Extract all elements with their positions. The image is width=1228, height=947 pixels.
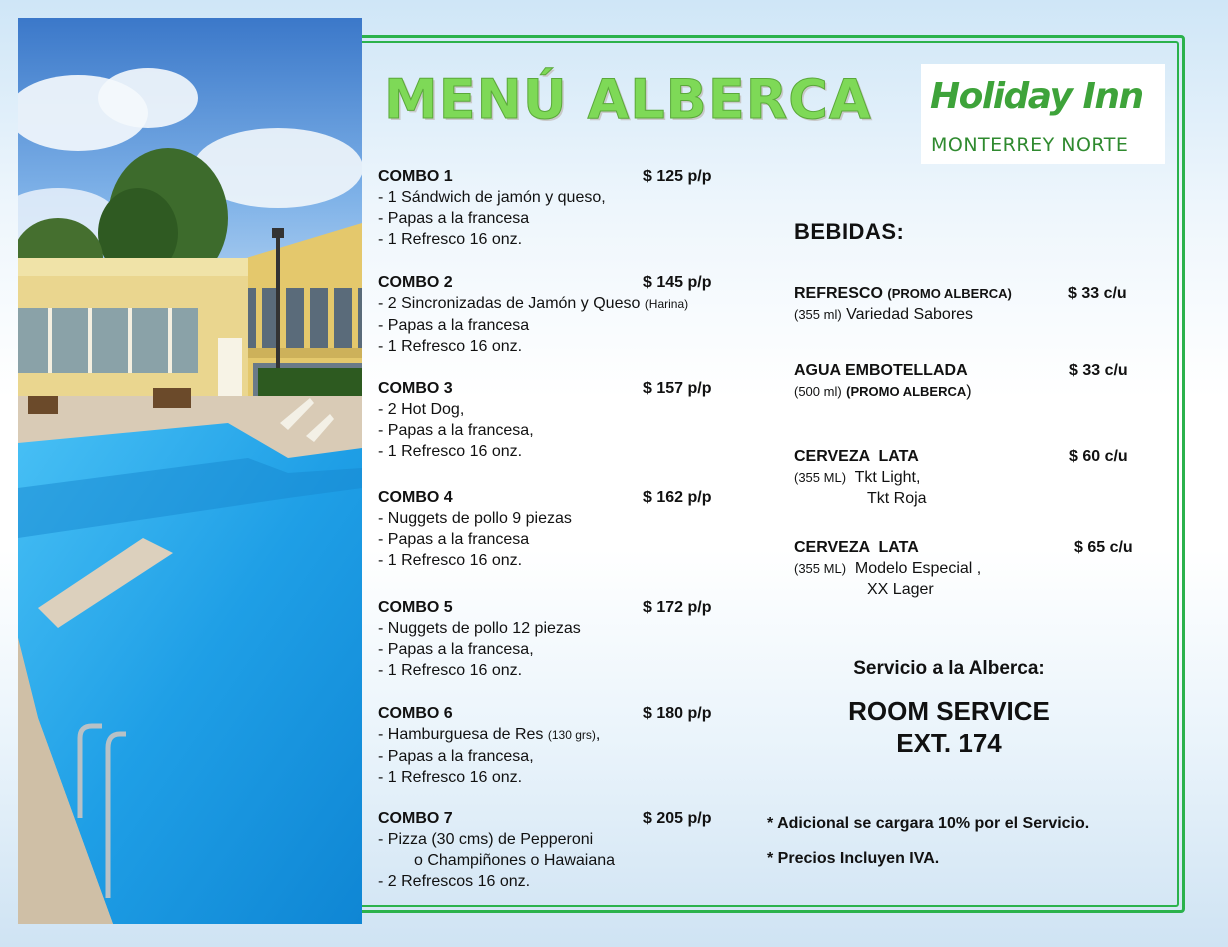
combo-line: - Papas a la francesa xyxy=(378,210,530,227)
combo-name: COMBO 6 xyxy=(378,705,453,722)
combo-line: - Pizza (30 cms) de Pepperoni xyxy=(378,831,594,848)
room-service-extension: EXT. 174 xyxy=(896,728,1002,758)
drink-item-agua xyxy=(794,360,1154,402)
combo-item xyxy=(378,487,712,571)
logo-name: Holiday Inn xyxy=(930,76,1143,117)
drink-name: AGUA EMBOTELLADA xyxy=(794,362,968,379)
combo-item xyxy=(378,378,712,462)
drink-desc xyxy=(794,304,1154,325)
drink-price: $ 65 c/u xyxy=(1074,539,1133,556)
combo-line: - Papas a la francesa xyxy=(378,531,530,548)
combo-line: - 1 Refresco 16 onz. xyxy=(378,769,523,786)
drink-name: CERVEZA LATA xyxy=(794,539,919,556)
note-iva: * Precios Incluyen IVA. xyxy=(767,850,940,867)
drink-brand: Modelo Especial , xyxy=(854,560,982,577)
drink-qty: (355 ML) xyxy=(794,561,847,576)
combo-item xyxy=(378,272,712,357)
combo-line: - Nuggets de pollo 12 piezas xyxy=(378,620,581,637)
combo-line: - 1 Sándwich de jamón y queso, xyxy=(378,189,606,206)
combo-line: - Papas a la francesa, xyxy=(378,641,534,658)
combo-line xyxy=(378,724,600,746)
combo-line: - 2 Refrescos 16 onz. xyxy=(378,873,531,890)
drink-tag-end: ) xyxy=(966,383,972,400)
combo-price: $ 125 p/p xyxy=(643,168,712,185)
combo-price: $ 145 p/p xyxy=(643,274,712,291)
bebidas-heading: BEBIDAS: xyxy=(794,219,905,244)
combo-line: o Champiñones o Hawaiana xyxy=(414,852,616,869)
drink-name: CERVEZA LATA xyxy=(794,448,919,465)
drink-brand: Tkt Roja xyxy=(867,490,927,507)
combo-price: $ 172 p/p xyxy=(643,599,712,616)
combo-name: COMBO 3 xyxy=(378,380,453,397)
drink-item-cerveza-2 xyxy=(794,537,1154,600)
service-label: Servicio a la Alberca: xyxy=(853,658,1045,679)
combo-line: - 1 Refresco 16 onz. xyxy=(378,662,523,679)
drink-price: $ 33 c/u xyxy=(1068,285,1127,302)
combo-item xyxy=(378,808,712,892)
combo-price: $ 205 p/p xyxy=(643,810,712,827)
combo-line: - 1 Refresco 16 onz. xyxy=(378,338,523,355)
logo-location: MONTERREY NORTE xyxy=(931,134,1129,156)
combo-price: $ 162 p/p xyxy=(643,489,712,506)
combo-line: - 1 Refresco 16 onz. xyxy=(378,231,523,248)
drink-brand: Tkt Light, xyxy=(854,469,921,486)
hotel-logo xyxy=(921,64,1165,164)
drink-desc xyxy=(794,558,1154,579)
combo-price: $ 157 p/p xyxy=(643,380,712,397)
combo-line-note: (Harina) xyxy=(644,297,689,311)
combo-line: - Papas a la francesa, xyxy=(378,748,534,765)
drink-brand: XX Lager xyxy=(867,581,934,598)
combo-price: $ 180 p/p xyxy=(643,705,712,722)
combo-line-note: (130 grs) xyxy=(547,728,596,742)
combo-name: COMBO 1 xyxy=(378,168,453,185)
drink-tag: (PROMO ALBERCA xyxy=(846,384,967,399)
combo-name: COMBO 2 xyxy=(378,274,453,291)
combo-line: - Nuggets de pollo 9 piezas xyxy=(378,510,572,527)
combo-line xyxy=(378,293,688,315)
combo-line-end: , xyxy=(595,726,601,743)
combo-line: - Papas a la francesa, xyxy=(378,422,534,439)
drink-item-cerveza-1 xyxy=(794,446,1154,509)
combo-line: - 1 Refresco 16 onz. xyxy=(378,552,523,569)
room-service-title: ROOM SERVICE xyxy=(848,696,1050,726)
combo-line: - Papas a la francesa xyxy=(378,317,530,334)
combo-line-text: - Hamburguesa de Res xyxy=(378,726,544,743)
combo-line: - 1 Refresco 16 onz. xyxy=(378,443,523,460)
room-service xyxy=(760,695,1138,759)
drink-desc-text: Variedad Sabores xyxy=(846,306,974,323)
combo-line: - 2 Hot Dog, xyxy=(378,401,465,418)
combo-item xyxy=(378,703,712,788)
drink-qty: (500 ml) xyxy=(794,384,842,399)
drink-price: $ 60 c/u xyxy=(1069,448,1128,465)
combo-item xyxy=(378,597,712,681)
combo-item xyxy=(378,166,712,250)
drink-qty: (355 ML) xyxy=(794,470,847,485)
drink-item-refresco xyxy=(794,283,1154,325)
combo-name: COMBO 4 xyxy=(378,489,453,506)
note-service-charge: * Adicional se cargara 10% por el Servicio. xyxy=(767,815,1090,832)
combo-name: COMBO 5 xyxy=(378,599,453,616)
combo-line-text: - 2 Sincronizadas de Jamón y Queso xyxy=(378,295,641,312)
drink-tag: (PROMO ALBERCA) xyxy=(887,286,1012,301)
drink-price: $ 33 c/u xyxy=(1069,362,1128,379)
drink-desc xyxy=(794,381,1154,402)
pool-photo xyxy=(18,18,362,924)
menu-title: MENÚ ALBERCA xyxy=(384,68,872,131)
drink-qty: (355 ml) xyxy=(794,307,842,322)
drink-desc xyxy=(794,467,1154,488)
combo-name: COMBO 7 xyxy=(378,810,453,827)
drink-name-text: REFRESCO xyxy=(794,285,883,302)
